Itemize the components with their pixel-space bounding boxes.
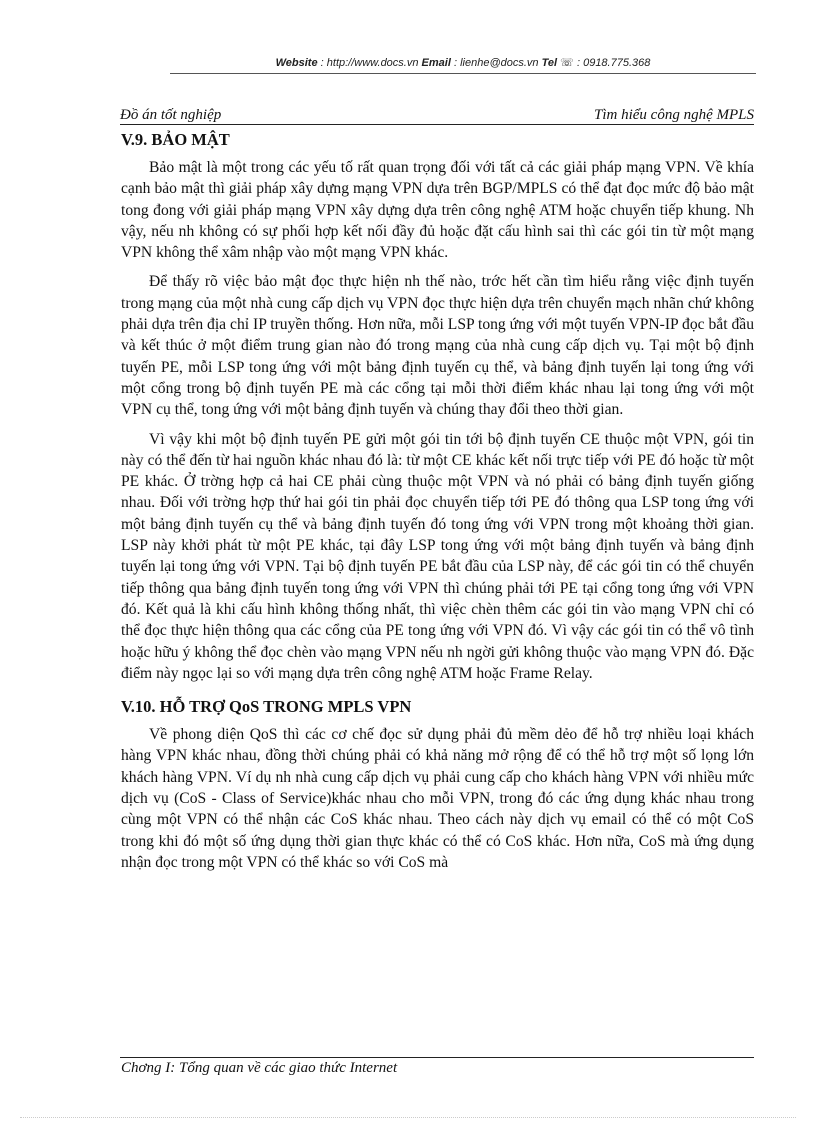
page-footer: Chơng I: Tổng quan về các giao thức Internet (121, 1060, 398, 1076)
paragraph: Bảo mật là một trong các yếu tố rất quan trọng đối với tất cả các giải pháp mạng VPN. Về khía cạnh bảo mật thì giải pháp xây dựng mạng VPN dựa trên BGP/MPLS có thể đạt đọc mức độ bảo mật tong đong với giải pháp mạng VPN xây dựng dựa trên công nghệ ATM hoặc chuyển tiếp khung. Nh vậy, nếu nh không có sự phối hợp kết nối đầy đủ hoặc đặt cấu hình sai thì các gói tin từ một mạng VPN không thể xâm nhập vào một mạng VPN khác. (121, 159, 754, 262)
footer-divider (120, 1057, 754, 1058)
website-url[interactable]: : http://www.docs.vn (320, 57, 419, 69)
header-left-title: Đồ án tốt nghiệp (120, 107, 222, 123)
website-banner (170, 56, 756, 69)
header-right-title: Tìm hiểu công nghệ MPLS (594, 107, 754, 123)
paragraph: Vì vậy khi một bộ định tuyến PE gửi một gói tin tới bộ định tuyến CE thuộc một VPN, gói tin này có thể đến từ hai nguồn khác nhau đó là: từ một CE khác kết nối trực tiếp với PE đó hoặc từ một PE khác. Ở trờng hợp cả hai CE phải cùng thuộc một VPN và nó phải có bảng định tuyến giống nhau. Đối với trờng hợp thứ hai gói tin phải đọc chuyển tiếp tới PE đó thông qua LSP tong ứng với một bảng định tuyến cụ thể và bảng định tuyến đó tong ứng với VPN trong một khoảng thời gian. LSP này khởi phát từ một PE khác, tại đây LSP tong ứng với một bảng định tuyến và bảng định tuyến lại tong ứng với VPN. Tại bộ định tuyến PE bắt đầu của LSP này, để các gói tin có thể chuyển tiếp thông qua bảng định tuyến tong ứng với VPN thì chúng phải tới PE tại cổng tong ứng với VPN đó. Kết quả là khi cấu hình không thống nhất, thì việc chèn thêm các gói tin vào mạng VPN chỉ có thể đọc thực hiện thông qua các cổng của PE tong ứng với VPN đó. Vì vậy các gói tin có thể vô tình hoặc hữu ý không thể đọc chèn vào mạng VPN nếu nh ngời gửi không thuộc vào mạng VPN đó. Đặc điểm này ngọc lại so với mạng dựa trên công nghệ ATM hoặc Frame Relay. (121, 430, 754, 682)
section-heading-security: V.9. BẢO MẬT (121, 130, 230, 149)
page-edge-dotted-line (20, 1117, 796, 1118)
banner-divider (170, 73, 756, 74)
tel-number: : 0918.775.368 (576, 57, 651, 69)
paragraph: Về phong diện QoS thì các cơ chế đọc sử dụng phải đủ mềm dẻo để hỗ trợ nhiều loại khách hàng VPN khác nhau, đồng thời chúng phải có khả năng mở rộng để có thể hỗ trợ một số lọng lớn khách hàng VPN. Ví dụ nh nhà cung cấp dịch vụ phải cung cấp cho khách hàng VPN với nhiều mức dịch vụ (CoS - Class of Service)khác nhau cho mỗi VPN, trong đó các ứng dụng khác nhau trong cùng một VPN có thể nhận các CoS khác nhau. Theo cách này dịch vụ email có thể có một CoS trong khi đó một số ứng dụng thời gian thực khác có thể có CoS khác. Hơn nữa, CoS mà ứng dụng nhận đọc trong một VPN có thể khác so với CoS mà (121, 726, 754, 871)
email-label: Email (421, 57, 451, 69)
email-address[interactable]: : lienhe@docs.vn (453, 57, 539, 69)
document-body (121, 129, 754, 881)
header-divider (120, 124, 754, 125)
tel-label: Tel (541, 57, 558, 69)
page-header (120, 107, 754, 125)
paragraph: Để thấy rõ việc bảo mật đọc thực hiện nh thế nào, trớc hết cần tìm hiểu rằng việc định tuyến trong mạng của một nhà cung cấp dịch vụ VPN đọc thực hiện dựa trên chuyển mạch nhãn chứ không phải dựa trên địa chỉ IP truyền thống. Hơn nữa, mỗi LSP tong ứng với một tuyến VPN-IP đọc bắt đầu và kết thúc ở một điểm trung gian nào đó trong mạng của nhà cung cấp dịch vụ. Tại một bộ định tuyến PE, mỗi LSP tong ứng với một bảng định tuyến cụ thể, và bảng định tuyến lại tong ứng với một cổng trong bộ định tuyến PE mà các cổng tại mỗi thời điểm khác nhau lại tong ứng với một VPN cụ thể, tong ứng với một bảng định tuyến và chúng thay đổi theo thời gian. (121, 273, 754, 419)
section-heading-qos: V.10. HỖ TRỢ QoS TRONG MPLS VPN (121, 697, 412, 717)
website-label: Website (275, 57, 318, 69)
phone-icon: ☏ (560, 57, 574, 69)
